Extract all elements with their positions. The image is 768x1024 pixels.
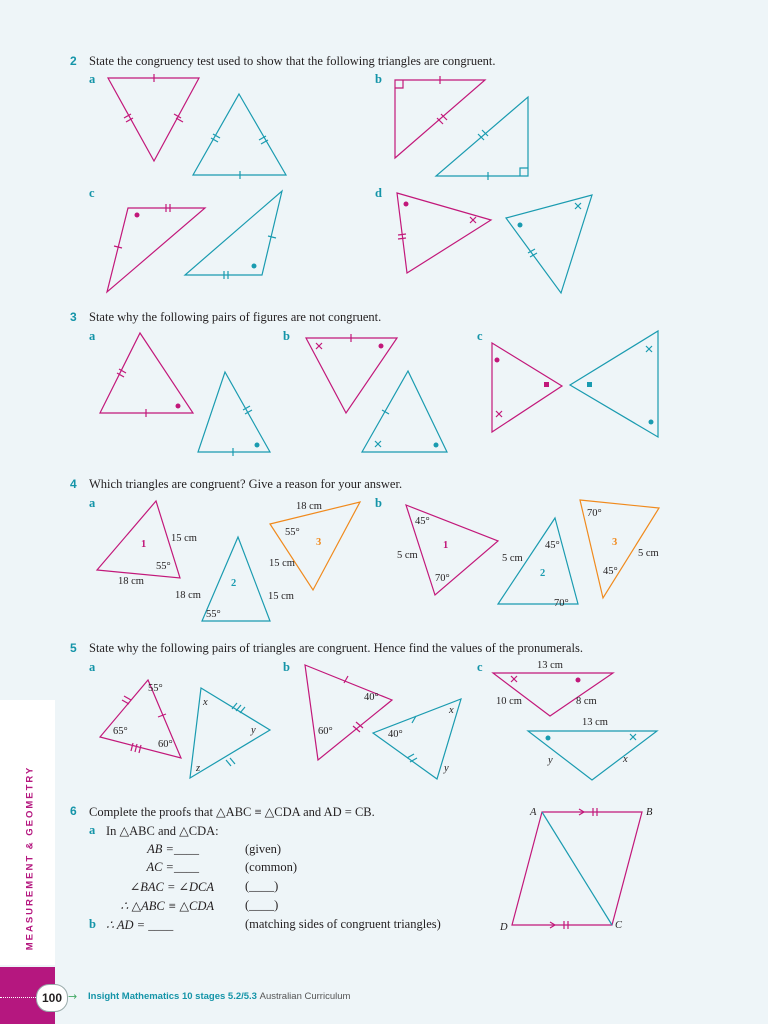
q4a-label-t1-side2: 18 cm	[118, 576, 144, 587]
q5b-label-y: y	[444, 763, 449, 774]
question-3-number: 3	[70, 310, 77, 324]
q3a-triangle-teal	[198, 372, 270, 456]
q4-part-b: b	[375, 496, 382, 510]
q2c-triangle-magenta	[107, 204, 205, 292]
q3c-triangle-magenta	[492, 343, 562, 432]
proof-row-1-lhs: AB =	[147, 842, 174, 856]
page-number: 100	[36, 984, 68, 1012]
q4b-label-t2-id: 2	[540, 568, 546, 579]
q4a-label-t2-side2: 15 cm	[268, 591, 294, 602]
q2a-triangle-teal	[193, 94, 286, 179]
q4a-label-t3-side: 15 cm	[269, 558, 295, 569]
proof-row-4-lhs: ∴ △ABC ≡ △CDA	[120, 899, 214, 913]
q5b-triangle-magenta	[305, 665, 392, 760]
question-2-text: State the congruency test used to show that the following triangles are congruent.	[89, 54, 496, 68]
q4b-label-t3-a2: 45°	[603, 566, 618, 577]
q5-part-a: a	[89, 660, 96, 674]
q2d-triangle-teal	[506, 195, 592, 293]
q5c-label-top: 13 cm	[537, 660, 563, 671]
q3c-angle-dot-magenta	[495, 358, 500, 363]
q2c-angle-dot-magenta	[135, 213, 140, 218]
q5a-label-x: x	[203, 697, 208, 708]
q5b-label-x: x	[449, 705, 454, 716]
q3b-angle-dot-teal	[434, 443, 439, 448]
q2c-angle-dot-teal	[252, 264, 257, 269]
q6-vertex-a: A	[530, 807, 537, 818]
q5a-label-a3: 60°	[158, 739, 173, 750]
q2c-triangle-teal	[185, 191, 282, 279]
q4b-label-t2-a2: 70°	[554, 598, 569, 609]
q5c-label-y: y	[548, 755, 553, 766]
q4b-label-t3-side: 5 cm	[638, 548, 659, 559]
q4a-label-t3-id: 3	[316, 537, 322, 548]
q4a-triangle-3	[270, 502, 360, 590]
q5a-triangle-teal	[190, 688, 270, 778]
q3c-square-mark-teal	[587, 382, 592, 387]
proof-row-2-lhs: AC =	[146, 860, 174, 874]
proof-row-3-lhs: ∠BAC = ∠DCA	[129, 880, 214, 894]
q3a-angle-dot-teal	[255, 443, 260, 448]
q3c-angle-dot-teal	[649, 420, 654, 425]
q4a-label-t3-angle: 55°	[285, 527, 300, 538]
q6-part-b-text: ∴ AD = ____	[106, 918, 174, 932]
question-6-text: Complete the proofs that △ABC ≡ △CDA and AD = CB.	[89, 805, 375, 819]
q4b-label-t1-a2: 70°	[435, 573, 450, 584]
q3-part-a: a	[89, 329, 96, 343]
q5c-label-bottom-top: 13 cm	[582, 717, 608, 728]
q3c-square-mark-magenta	[544, 382, 549, 387]
q5a-label-y: y	[251, 725, 256, 736]
q5c-triangle-magenta	[493, 673, 613, 716]
q3b-triangle-teal	[362, 371, 447, 452]
footer-arrow-icon: →	[68, 990, 78, 1003]
q6-part-b: b	[89, 917, 96, 931]
proof-row-1-reason: (given)	[245, 842, 282, 856]
q2d-angle-dot-teal	[518, 223, 523, 228]
q6-vertex-d: D	[500, 922, 508, 933]
q5c-label-right: 8 cm	[576, 696, 597, 707]
q5a-label-z: z	[196, 763, 201, 774]
q6-vertex-b: B	[646, 807, 653, 818]
q2d-triangle-magenta	[397, 193, 491, 273]
q6-vertex-c: C	[615, 920, 623, 931]
q2-part-a: a	[89, 72, 96, 86]
proof-row-1-blank: ____	[174, 842, 199, 856]
q4a-label-t1-side1: 15 cm	[171, 533, 197, 544]
q4a-label-t2-angle: 55°	[206, 609, 221, 620]
q3a-angle-dot-magenta	[176, 404, 181, 409]
q5c-angle-dot-teal	[546, 736, 551, 741]
proof-row-4-reason: (____)	[245, 898, 279, 912]
proof-row-3-reason: (____)	[245, 879, 279, 893]
q4a-label-t3-top: 18 cm	[296, 501, 322, 512]
q4b-label-t1-a1: 45°	[415, 516, 430, 527]
q4b-label-t1-id: 1	[443, 540, 449, 551]
q2b-triangle-teal	[436, 97, 528, 180]
q4a-label-t1-id: 1	[141, 539, 147, 550]
q4b-label-t2-a1: 45°	[545, 540, 560, 551]
q3-part-c: c	[477, 329, 483, 343]
q3c-triangle-teal	[570, 331, 658, 437]
q5b-label-a1: 40°	[364, 692, 379, 703]
footer-book: Insight Mathematics 10 stages 5.2/5.3	[88, 991, 257, 1002]
q5c-label-x: x	[623, 754, 628, 765]
question-5-number: 5	[70, 641, 77, 655]
q5-part-c: c	[477, 660, 483, 674]
q2-part-c: c	[89, 186, 95, 200]
question-3-text: State why the following pairs of figures are not congruent.	[89, 310, 382, 324]
q4b-label-t1-side: 5 cm	[397, 550, 418, 561]
proof-row-2-reason: (common)	[245, 860, 298, 874]
q4-part-a: a	[89, 496, 96, 510]
q4a-label-t2-side1: 18 cm	[175, 590, 201, 601]
q5-part-b: b	[283, 660, 290, 674]
q3-part-b: b	[283, 329, 290, 343]
q6-diagonal-ac	[542, 812, 612, 925]
q6-arrow-marks	[550, 808, 597, 929]
q5c-angle-dot-magenta	[576, 678, 581, 683]
question-4-number: 4	[70, 477, 77, 491]
q4a-label-t1-angle: 55°	[156, 561, 171, 572]
q5b-label-a3: 40°	[388, 729, 403, 740]
q2a-triangle-magenta	[108, 74, 199, 161]
footer-curriculum: Australian Curriculum	[259, 991, 351, 1002]
q4a-label-t2-id: 2	[231, 578, 237, 589]
q6-part-a-intro: In △ABC and △CDA:	[106, 824, 219, 838]
q5c-label-left: 10 cm	[496, 696, 522, 707]
question-5-text: State why the following pairs of triangles are congruent. Hence find the values of the pronumerals.	[89, 641, 583, 655]
q6-part-b-reason: (matching sides of congruent triangles)	[245, 917, 441, 931]
q6-part-a: a	[89, 823, 96, 837]
q4b-label-t3-a1: 70°	[587, 508, 602, 519]
q3b-angle-dot-magenta	[379, 344, 384, 349]
proof-row-2-blank: ____	[174, 860, 199, 874]
q2-part-b: b	[375, 72, 382, 86]
q2d-angle-dot-magenta	[404, 202, 409, 207]
sidebar-strand-label: MEASUREMENT & GEOMETRY	[24, 765, 36, 951]
question-2-number: 2	[70, 54, 77, 68]
q5b-label-a2: 60°	[318, 726, 333, 737]
q4b-label-t3-id: 3	[612, 537, 618, 548]
question-4-text: Which triangles are congruent? Give a reason for your answer.	[89, 477, 403, 491]
question-6-number: 6	[70, 804, 77, 818]
q2-part-d: d	[375, 186, 382, 200]
q5a-label-a2: 65°	[113, 726, 128, 737]
q4b-label-t2-side: 5 cm	[502, 553, 523, 564]
q5a-label-a1: 55°	[148, 683, 163, 694]
